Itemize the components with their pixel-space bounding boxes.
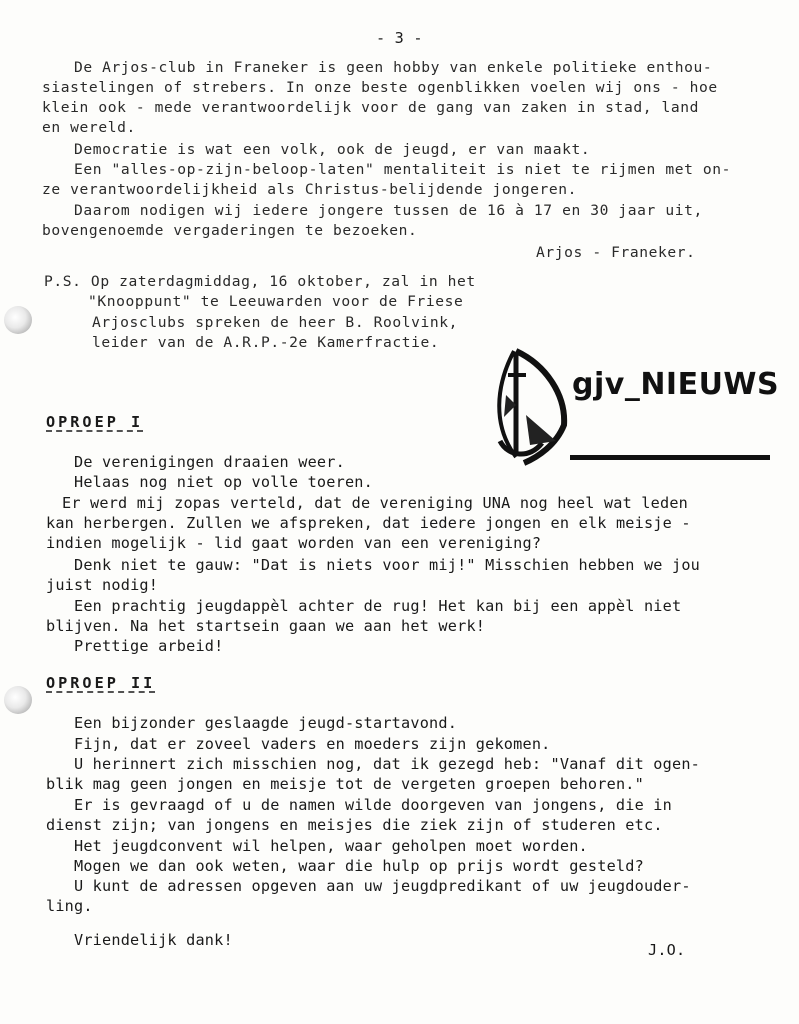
text-line: U herinnert zich misschien nog, dat ik gezegd heb: "Vanaf dit ogen- <box>74 755 701 773</box>
text-line: Fijn, dat er zoveel vaders en moeders zijn gekomen. <box>74 735 551 753</box>
text-line: Een "alles-op-zijn-beloop-laten" mentaliteit is niet te rijmen met on- <box>74 161 732 178</box>
text-line: juist nodig! <box>46 576 159 594</box>
text-line: Een bijzonder geslaagde jeugd-startavond. <box>74 714 458 732</box>
anchor-shield-icon <box>486 345 586 470</box>
text-line: Er is gevraagd of u de namen wilde doorgeven van jongens, die in <box>74 796 672 814</box>
text-line: Democratie is wat een volk, ook de jeugd, er van maakt. <box>74 141 591 158</box>
heading-oproep-1: OPROEP I <box>46 413 144 431</box>
text-line: Mogen we dan ook weten, waar die hulp op prijs wordt gesteld? <box>74 857 644 875</box>
signature: J.O. <box>648 941 686 959</box>
logo-underline <box>570 455 770 460</box>
ps-line: leider van de A.R.P.-2e Kamerfractie. <box>92 334 440 351</box>
text-line: Er werd mij zopas verteld, dat de vereniging UNA nog heel wat leden <box>62 494 689 512</box>
text-line: siastelingen of strebers. In onze beste ogenblikken voelen wij ons - hoe <box>42 79 718 96</box>
text-line: De Arjos-club in Franeker is geen hobby van enkele politieke enthou- <box>74 59 713 76</box>
ps-line: P.S. Op zaterdagmiddag, 16 oktober, zal in het <box>44 273 476 290</box>
text-line: blik mag geen jongen en meisje tot de vergeten groepen behoren." <box>46 775 644 793</box>
text-line: blijven. Na het startsein gaan we aan het werk! <box>46 617 486 635</box>
text-line: Daarom nodigen wij iedere jongere tussen de 16 à 17 en 30 jaar uit, <box>74 202 703 219</box>
logo-text: gjv_NIEUWS <box>572 367 780 402</box>
ps-line: Arjosclubs spreken de heer B. Roolvink, <box>92 314 459 331</box>
text-line: Prettige arbeid! <box>74 637 224 655</box>
text-line: ze verantwoordelijkheid als Christus-belijdende jongeren. <box>42 181 578 198</box>
heading-oproep-2: OPROEP II <box>46 674 156 692</box>
text-line: De verenigingen draaien weer. <box>74 453 345 471</box>
text-line: kan herbergen. Zullen we afspreken, dat iedere jongen en elk meisje - <box>46 514 691 532</box>
text-line: ling. <box>46 897 93 915</box>
page-number: - 3 - <box>376 29 423 47</box>
text-line: klein ook - mede verantwoordelijk voor de gang van zaken in stad, land <box>42 99 700 116</box>
text-line: Een prachtig jeugdappèl achter de rug! Het kan bij een appèl niet <box>74 597 682 615</box>
text-line: en wereld. <box>42 119 136 136</box>
punch-hole <box>4 686 32 714</box>
text-line: Het jeugdconvent wil helpen, waar geholpen moet worden. <box>74 837 588 855</box>
text-line: dienst zijn; van jongens en meisjes die ziek zijn of studeren etc. <box>46 816 663 834</box>
punch-hole <box>4 306 32 334</box>
ps-line: "Knooppunt" te Leeuwarden voor de Friese <box>88 293 464 310</box>
text-line: Denk niet te gauw: "Dat is niets voor mij!" Misschien hebben we jou <box>74 556 701 574</box>
text-line: Vriendelijk dank! <box>74 931 233 949</box>
text-line: Helaas nog niet op volle toeren. <box>74 473 373 491</box>
gjv-nieuws-logo <box>486 345 780 470</box>
text-line: bovengenoemde vergaderingen te bezoeken. <box>42 222 418 239</box>
signature: Arjos - Franeker. <box>536 244 696 261</box>
text-line: indien mogelijk - lid gaat worden van een vereniging? <box>46 534 542 552</box>
text-line: U kunt de adressen opgeven aan uw jeugdpredikant of uw jeugdouder- <box>74 877 691 895</box>
